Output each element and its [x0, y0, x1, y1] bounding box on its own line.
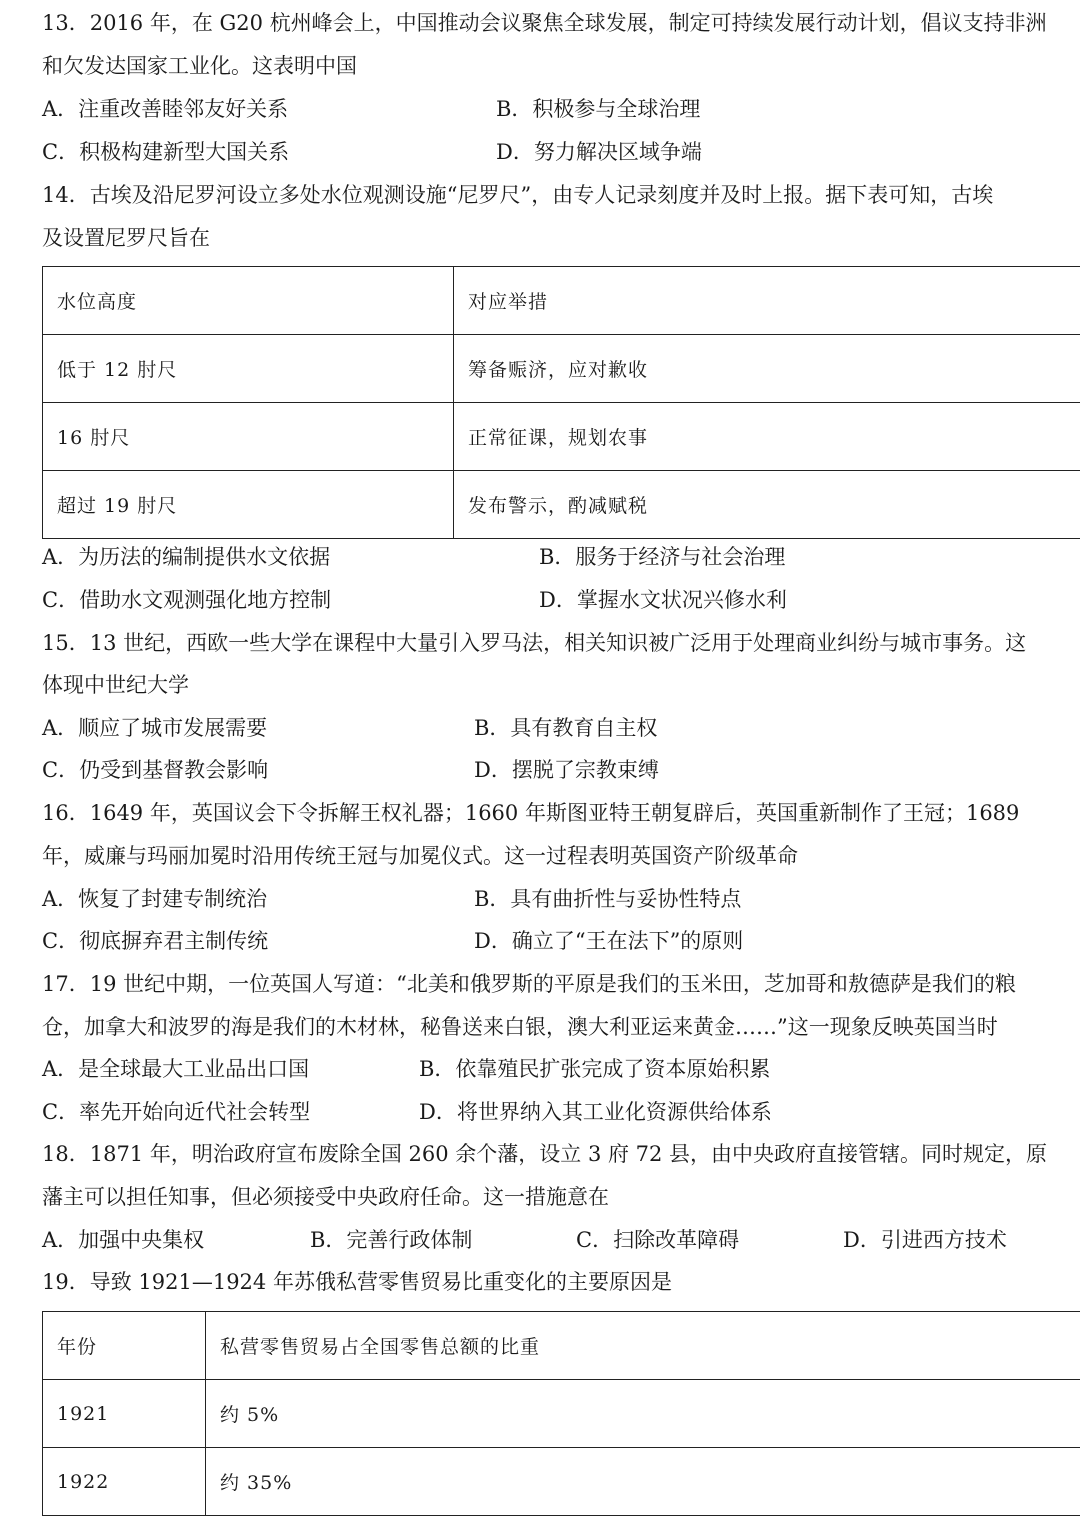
q18-option-a: A．加强中央集权 — [42, 1228, 205, 1252]
table-row — [43, 471, 1080, 539]
q14-option-d: D．掌握水文状况兴修水利 — [539, 588, 787, 612]
table-header-cell: 年份 — [43, 1312, 206, 1380]
q16-option-b: B．具有曲折性与妥协性特点 — [474, 887, 742, 911]
q16-stem-line1: 16．1649 年，英国议会下令拆解王权礼器；1660 年斯图亚特王朝复辟后，英国重新制作了王冠；1689 — [42, 801, 1020, 825]
q15-stem-line1: 15．13 世纪，西欧一些大学在课程中大量引入罗马法，相关知识被广泛用于处理商业纠纷与城市事务。这 — [42, 631, 1027, 655]
q17-option-a: A．是全球最大工业品出口国 — [42, 1057, 310, 1081]
table-header-cell: 水位高度 — [43, 267, 454, 335]
table-cell: 正常征课，规划农事 — [454, 403, 1080, 471]
table-cell: 16 肘尺 — [43, 403, 454, 471]
table-cell: 筹备赈济，应对歉收 — [454, 335, 1080, 403]
q17-stem-line2: 仓，加拿大和波罗的海是我们的木材林，秘鲁送来白银，澳大利亚运来黄金……”这一现象反映英国当时 — [42, 1015, 998, 1039]
q14-option-b: B．服务于经济与社会治理 — [539, 545, 786, 569]
table-row — [43, 335, 1080, 403]
q19-stem-line1: 19．导致 1921—1924 年苏俄私营零售贸易比重变化的主要原因是 — [42, 1270, 672, 1294]
q18-option-c: C．扫除改革障碍 — [576, 1228, 740, 1252]
table-cell: 1921 — [43, 1380, 206, 1448]
table-cell: 超过 19 肘尺 — [43, 471, 454, 539]
q14-option-a: A．为历法的编制提供水文依据 — [42, 545, 331, 569]
table-cell: 约 5% — [206, 1380, 1080, 1448]
table-cell: 约 35% — [206, 1448, 1080, 1516]
table-row — [43, 1312, 1080, 1380]
q18-stem-line1: 18．1871 年，明治政府宣布废除全国 260 余个藩，设立 3 府 72 县，由中央政府直接管辖。同时规定，原 — [42, 1142, 1048, 1166]
q18-option-b: B．完善行政体制 — [310, 1228, 473, 1252]
q17-option-c: C．率先开始向近代社会转型 — [42, 1100, 311, 1124]
q15-option-a: A．顺应了城市发展需要 — [42, 716, 268, 740]
q13-stem-line2: 和欠发达国家工业化。这表明中国 — [42, 54, 357, 78]
q19-table — [42, 1311, 1080, 1516]
q15-stem-line2: 体现中世纪大学 — [42, 673, 189, 697]
q15-option-c: C．仍受到基督教会影响 — [42, 758, 269, 782]
q14-table — [42, 266, 1080, 539]
q14-stem-line2: 及设置尼罗尺旨在 — [42, 226, 210, 250]
q17-option-d: D．将世界纳入其工业化资源供给体系 — [419, 1100, 772, 1124]
table-header-cell: 对应举措 — [454, 267, 1080, 335]
q16-stem-line2: 年，威廉与玛丽加冕时沿用传统王冠与加冕仪式。这一过程表明英国资产阶级革命 — [42, 844, 798, 868]
q13-option-d: D．努力解决区域争端 — [496, 140, 702, 164]
table-row — [43, 267, 1080, 335]
table-header-cell: 私营零售贸易占全国零售总额的比重 — [206, 1312, 1080, 1380]
table-cell: 1922 — [43, 1448, 206, 1516]
table-row — [43, 1448, 1080, 1516]
q17-stem-line1: 17．19 世纪中期，一位英国人写道：“北美和俄罗斯的平原是我们的玉米田，芝加哥和敖德萨是我们的粮 — [42, 972, 1016, 996]
table-cell: 低于 12 肘尺 — [43, 335, 454, 403]
q13-option-b: B．积极参与全球治理 — [496, 97, 701, 121]
table-cell: 发布警示，酌减赋税 — [454, 471, 1080, 539]
q18-option-d: D．引进西方技术 — [843, 1228, 1007, 1252]
q14-option-c: C．借助水文观测强化地方控制 — [42, 588, 332, 612]
q16-option-d: D．确立了“王在法下”的原则 — [474, 929, 744, 953]
q16-option-c: C．彻底摒弃君主制传统 — [42, 929, 269, 953]
q15-option-b: B．具有教育自主权 — [474, 716, 658, 740]
q13-option-c: C．积极构建新型大国关系 — [42, 140, 290, 164]
q18-stem-line2: 藩主可以担任知事，但必须接受中央政府任命。这一措施意在 — [42, 1185, 609, 1209]
table-row — [43, 1380, 1080, 1448]
q13-stem-line1: 13．2016 年，在 G20 杭州峰会上，中国推动会议聚焦全球发展，制定可持续发展行动计划，倡议支持非洲 — [42, 11, 1047, 35]
q15-option-d: D．摆脱了宗教束缚 — [474, 758, 659, 782]
q14-stem-line1: 14．古埃及沿尼罗河设立多处水位观测设施“尼罗尺”，由专人记录刻度并及时上报。据下表可知，古埃 — [42, 183, 994, 207]
table-row — [43, 403, 1080, 471]
q13-option-a: A．注重改善睦邻友好关系 — [42, 97, 289, 121]
q16-option-a: A．恢复了封建专制统治 — [42, 887, 268, 911]
q17-option-b: B．依靠殖民扩张完成了资本原始积累 — [419, 1057, 771, 1081]
